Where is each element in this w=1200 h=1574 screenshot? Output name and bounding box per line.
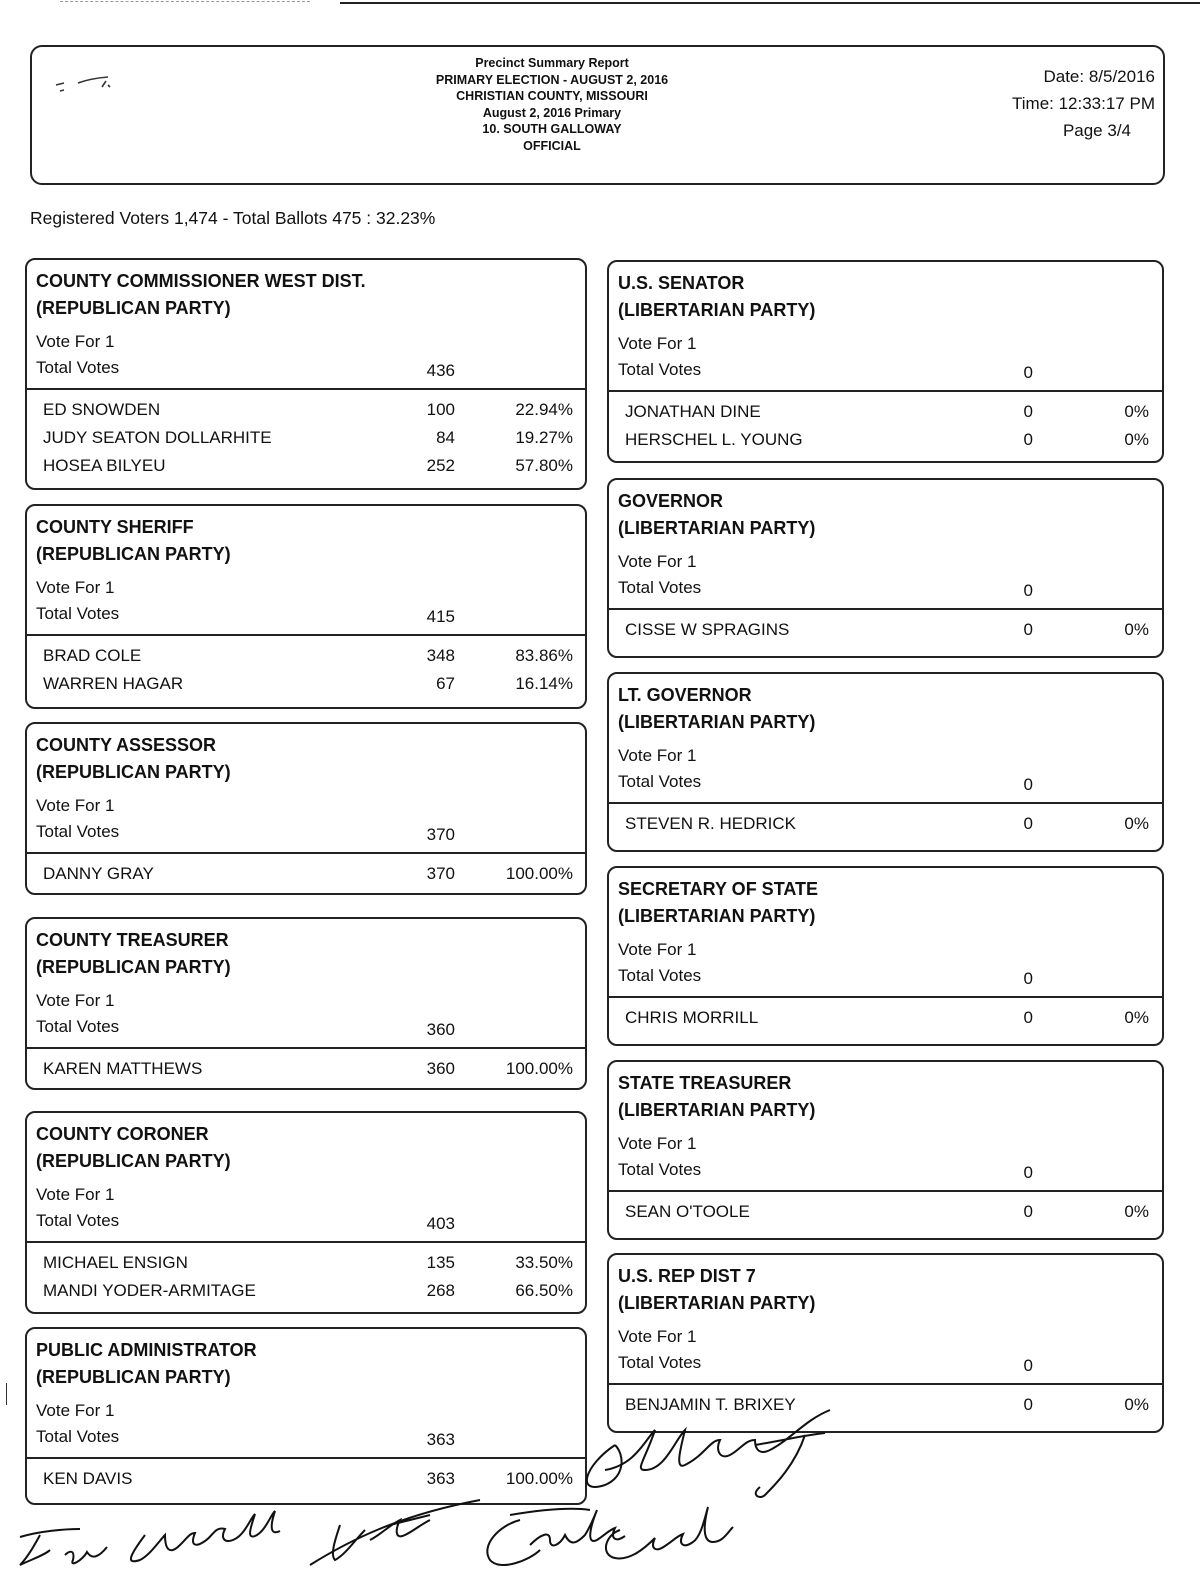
vote-for-label: Vote For 1: [36, 796, 115, 815]
total-votes-label: Total Votes: [36, 1017, 120, 1036]
race-heading: [36, 268, 366, 322]
candidate-votes: 0: [1023, 402, 1033, 421]
race-title: U.S. REP DIST 7: [618, 1266, 756, 1286]
race-heading: [36, 1337, 257, 1391]
race-party: (LIBERTARIAN PARTY): [618, 300, 816, 320]
race-heading: [618, 270, 815, 324]
race-box: [25, 258, 587, 490]
race-title: SECRETARY OF STATE: [618, 879, 819, 899]
vote-for-label: Vote For 1: [618, 746, 697, 765]
race-party: (LIBERTARIAN PARTY): [618, 1100, 816, 1120]
scan-artifact-line: [340, 2, 1200, 4]
candidate-votes: 0: [1023, 1008, 1033, 1027]
total-votes-value: 403: [426, 1214, 455, 1233]
header-center: [332, 55, 772, 154]
candidate-percent: 0%: [1124, 402, 1149, 421]
race-party: (REPUBLICAN PARTY): [36, 544, 231, 564]
race-heading: [36, 1121, 231, 1175]
race-heading: [36, 732, 231, 786]
candidate-percent: 0%: [1124, 1008, 1149, 1027]
candidate-votes: 348: [426, 646, 455, 665]
vote-for-label: Vote For 1: [36, 578, 115, 597]
turnout-summary: Registered Voters 1,474 - Total Ballots 475 : 32.23%: [30, 208, 436, 228]
candidate-name: WARREN HAGAR: [43, 674, 184, 693]
candidate-name: KEN DAVIS: [43, 1469, 133, 1488]
total-votes-label: Total Votes: [36, 822, 120, 841]
signature-4: [470, 1505, 750, 1574]
race-party: (LIBERTARIAN PARTY): [618, 906, 816, 926]
divider: [27, 634, 585, 636]
candidate-name: JONATHAN DINE: [625, 402, 761, 421]
vote-for-label: Vote For 1: [618, 1134, 697, 1153]
candidate-votes: 370: [426, 864, 455, 883]
candidate-votes: 252: [426, 456, 455, 475]
precinct-name: 10. SOUTH GALLOWAY: [482, 122, 622, 136]
page-number: Page 3/4: [1062, 121, 1131, 140]
vote-for-label: Vote For 1: [36, 332, 115, 351]
vote-for-label: Vote For 1: [618, 552, 697, 571]
total-votes-value: 0: [1023, 581, 1033, 600]
race-title: LT. GOVERNOR: [618, 685, 752, 705]
race-heading: [618, 682, 815, 736]
race-heading: [618, 1263, 815, 1317]
total-votes-value: 0: [1023, 1356, 1033, 1375]
divider: [609, 996, 1162, 998]
total-votes-value: 0: [1023, 969, 1033, 988]
race-box: [25, 917, 587, 1090]
signature-2: [10, 1525, 310, 1574]
election-name: PRIMARY ELECTION - AUGUST 2, 2016: [435, 72, 669, 87]
scan-artifact-dashes: [60, 1, 310, 2]
race-title: PUBLIC ADMINISTRATOR: [36, 1340, 257, 1360]
total-votes-label: Total Votes: [36, 358, 120, 377]
candidate-votes: 0: [1023, 1395, 1033, 1414]
candidate-percent: 100.00%: [505, 864, 573, 883]
candidate-percent: 83.86%: [515, 646, 573, 665]
race-heading: [618, 488, 815, 542]
vote-for-label: Vote For 1: [36, 1185, 115, 1204]
candidate-votes: 0: [1023, 430, 1033, 449]
candidate-votes: 268: [426, 1281, 455, 1300]
candidate-name: HERSCHEL L. YOUNG: [625, 430, 803, 449]
divider: [609, 1190, 1162, 1192]
signature-1: [575, 1425, 875, 1515]
vote-for-label: Vote For 1: [36, 1401, 115, 1420]
candidate-name: DANNY GRAY: [43, 864, 154, 883]
total-votes-label: Total Votes: [618, 772, 702, 791]
candidate-votes: 84: [436, 428, 455, 447]
candidate-percent: 0%: [1124, 814, 1149, 833]
total-votes-label: Total Votes: [618, 966, 702, 985]
candidate-name: MANDI YODER-ARMITAGE: [43, 1281, 256, 1300]
candidate-percent: 22.94%: [515, 400, 573, 419]
report-header: [30, 45, 1165, 185]
divider: [609, 608, 1162, 610]
divider: [27, 852, 585, 854]
divider: [609, 802, 1162, 804]
total-votes-label: Total Votes: [618, 1160, 702, 1179]
race-title: U.S. SENATOR: [618, 273, 745, 293]
candidate-votes: 67: [436, 674, 455, 693]
divider: [27, 1047, 585, 1049]
candidate-percent: 33.50%: [515, 1253, 573, 1272]
total-votes-value: 415: [426, 607, 455, 626]
candidate-votes: 363: [426, 1469, 455, 1488]
race-party: (LIBERTARIAN PARTY): [618, 712, 816, 732]
total-votes-value: 370: [426, 825, 455, 844]
candidate-name: KAREN MATTHEWS: [43, 1059, 203, 1078]
race-box: [607, 1253, 1164, 1433]
total-votes-label: Total Votes: [618, 360, 702, 379]
divider: [609, 390, 1162, 392]
candidate-name: JUDY SEATON DOLLARHITE: [43, 428, 272, 447]
race-party: (REPUBLICAN PARTY): [36, 298, 231, 318]
total-votes-value: 0: [1023, 775, 1033, 794]
report-status: OFFICIAL: [523, 138, 581, 153]
race-box: [25, 1111, 587, 1314]
total-votes-value: 0: [1023, 1163, 1033, 1182]
race-title: GOVERNOR: [618, 491, 724, 511]
candidate-name: STEVEN R. HEDRICK: [625, 814, 796, 833]
divider: [27, 1241, 585, 1243]
scan-edge-mark: [6, 1383, 7, 1405]
candidate-votes: 360: [426, 1059, 455, 1078]
race-box: [607, 1060, 1164, 1240]
candidate-name: ED SNOWDEN: [43, 400, 161, 419]
candidate-name: CHRIS MORRILL: [625, 1008, 759, 1027]
total-votes-value: 360: [426, 1020, 455, 1039]
vote-for-label: Vote For 1: [36, 991, 115, 1010]
race-title: COUNTY ASSESSOR: [36, 735, 217, 755]
race-heading: [618, 1070, 815, 1124]
candidate-percent: 0%: [1124, 620, 1149, 639]
candidate-percent: 100.00%: [505, 1059, 573, 1078]
candidate-percent: 0%: [1124, 430, 1149, 449]
race-title: STATE TREASURER: [618, 1073, 792, 1093]
county-name: CHRISTIAN COUNTY, MISSOURI: [456, 89, 648, 103]
divider: [27, 388, 585, 390]
divider: [609, 1383, 1162, 1385]
race-title: COUNTY COMMISSIONER WEST DIST.: [36, 271, 366, 291]
divider: [27, 1457, 585, 1459]
candidate-percent: 100.00%: [505, 1469, 573, 1488]
total-votes-value: 363: [426, 1430, 455, 1449]
candidate-percent: 0%: [1124, 1202, 1149, 1221]
total-votes-value: 0: [1023, 363, 1033, 382]
candidate-percent: 66.50%: [515, 1281, 573, 1300]
race-heading: [36, 927, 231, 981]
candidate-name: CISSE W SPRAGINS: [625, 620, 790, 639]
primary-name: August 2, 2016 Primary: [482, 105, 622, 120]
candidate-votes: 100: [426, 400, 455, 419]
race-heading: [36, 514, 231, 568]
race-title: COUNTY SHERIFF: [36, 517, 194, 537]
report-title: Precinct Summary Report: [475, 56, 629, 70]
candidate-votes: 0: [1023, 814, 1033, 833]
race-title: COUNTY CORONER: [36, 1124, 209, 1144]
candidate-name: BRAD COLE: [43, 646, 142, 665]
candidate-percent: 0%: [1124, 1395, 1149, 1414]
scan-mark: [50, 65, 160, 105]
race-box: [607, 672, 1164, 852]
candidate-percent: 57.80%: [515, 456, 573, 475]
candidate-percent: 16.14%: [515, 674, 573, 693]
race-party: (REPUBLICAN PARTY): [36, 957, 231, 977]
candidate-name: BENJAMIN T. BRIXEY: [625, 1395, 796, 1414]
total-votes-label: Total Votes: [36, 1427, 120, 1446]
header-right: [1012, 63, 1155, 144]
total-votes-label: Total Votes: [618, 578, 702, 597]
candidate-name: SEAN O'TOOLE: [625, 1202, 750, 1221]
race-box: [607, 478, 1164, 658]
candidate-name: HOSEA BILYEU: [43, 456, 166, 475]
total-votes-label: Total Votes: [36, 604, 120, 623]
candidate-percent: 19.27%: [515, 428, 573, 447]
race-party: (REPUBLICAN PARTY): [36, 1367, 231, 1387]
total-votes-label: Total Votes: [36, 1211, 120, 1230]
candidate-votes: 135: [426, 1253, 455, 1272]
vote-for-label: Vote For 1: [618, 1327, 697, 1346]
candidate-name: MICHAEL ENSIGN: [43, 1253, 188, 1272]
race-party: (REPUBLICAN PARTY): [36, 1151, 231, 1171]
total-votes-label: Total Votes: [618, 1353, 702, 1372]
race-heading: [618, 876, 818, 930]
vote-for-label: Vote For 1: [618, 334, 697, 353]
vote-for-label: Vote For 1: [618, 940, 697, 959]
race-title: COUNTY TREASURER: [36, 930, 229, 950]
report-date: Date: 8/5/2016: [1043, 67, 1155, 86]
race-party: (REPUBLICAN PARTY): [36, 762, 231, 782]
race-party: (LIBERTARIAN PARTY): [618, 1293, 816, 1313]
report-time: Time: 12:33:17 PM: [1012, 94, 1155, 113]
race-box: [25, 504, 587, 709]
candidate-votes: 0: [1023, 1202, 1033, 1221]
race-box: [25, 1327, 587, 1505]
candidate-votes: 0: [1023, 620, 1033, 639]
race-box: [607, 260, 1164, 463]
race-box: [25, 722, 587, 895]
race-box: [607, 866, 1164, 1046]
total-votes-value: 436: [426, 361, 455, 380]
race-party: (LIBERTARIAN PARTY): [618, 518, 816, 538]
